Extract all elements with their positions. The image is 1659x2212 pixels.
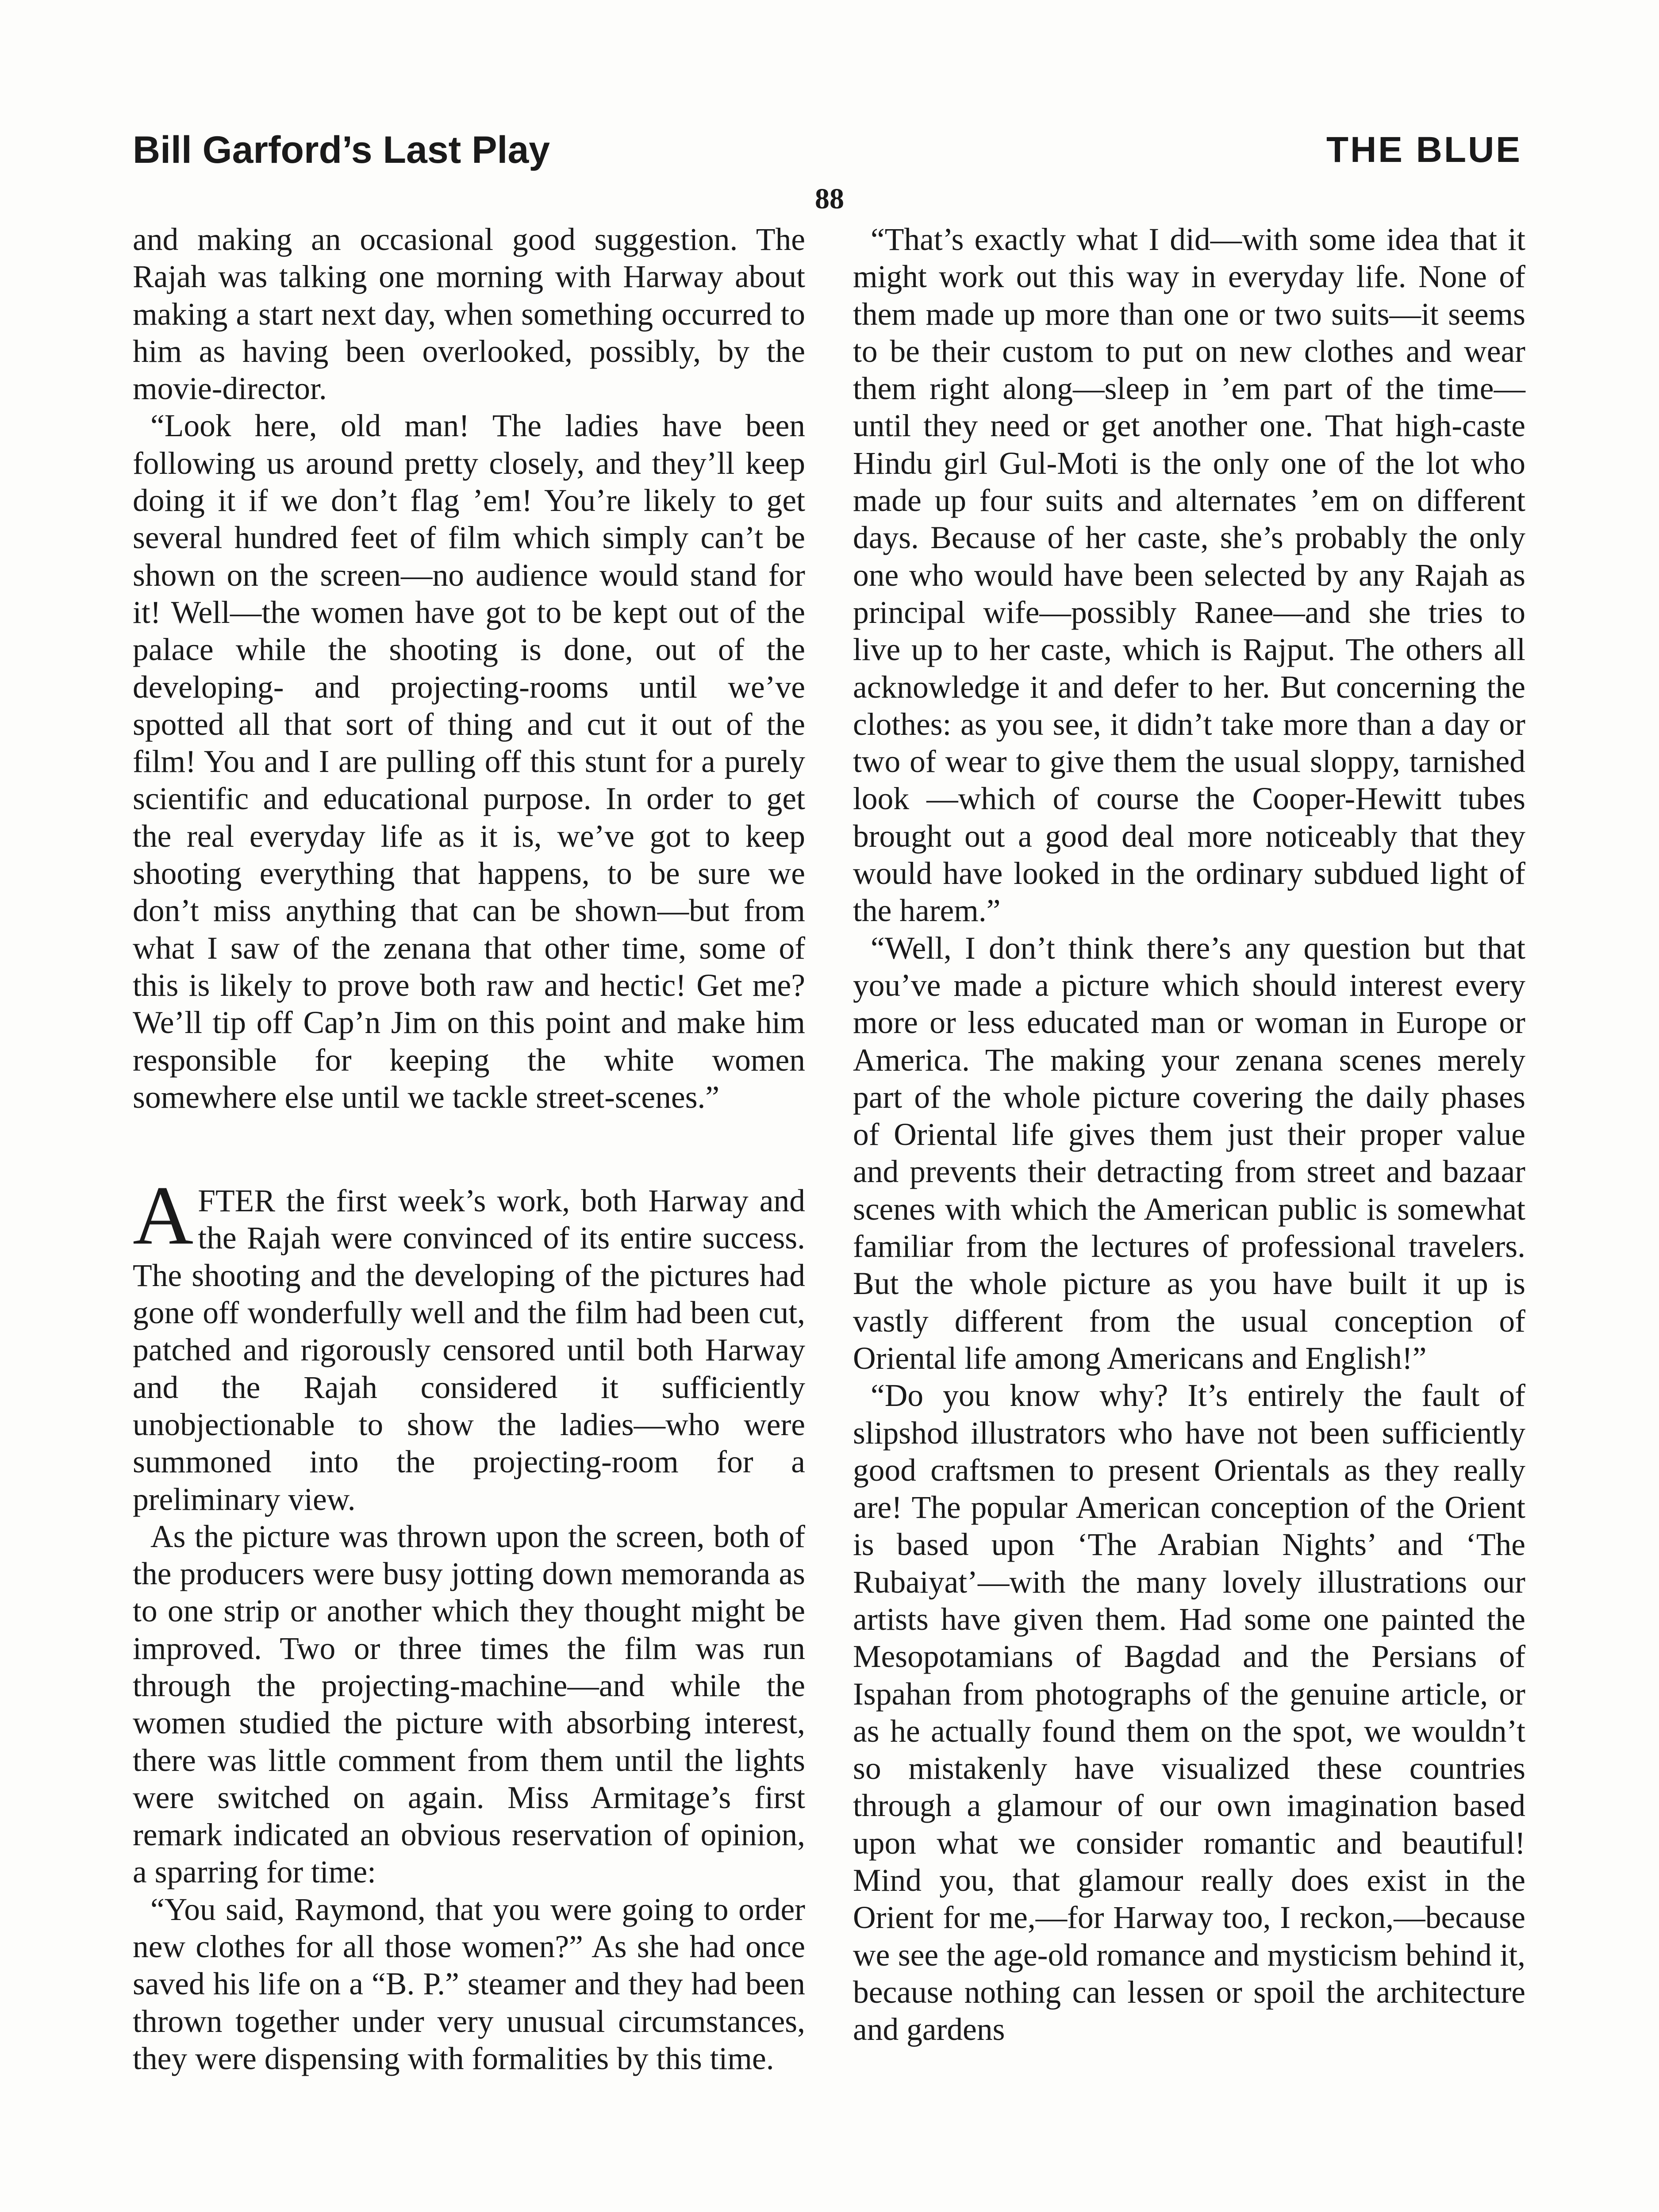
section-break	[133, 1116, 805, 1183]
paragraph: and making an occasional good suggestion. The Rajah was talking one morning with Harway about making a start next day, when something occurred to him as having been overlooked, possibly, by the movie-director.	[133, 222, 805, 407]
paragraph-dropcap	[133, 1169, 805, 1518]
paragraph: “Well, I don’t think there’s any question but that you’ve made a picture which should interest every more or less educated man or woman in Europe or America. The making your zenana scenes merely part of the whole picture covering the daily phases of Oriental life gives them just their proper value and prevents their detracting from street and bazaar scenes with which the American public is somewhat familiar from the lectures of professional travelers. But the whole picture as you have built it up is vastly different from the usual conception of Oriental life among Americans and English!”	[853, 930, 1525, 1376]
paragraph: “You said, Raymond, that you were going to order new clothes for all those women?” As she had once saved his life on a “B. P.” steamer and they had been thrown together under very unusual circumstances, they were dispensing with formalities by this time.	[133, 1892, 805, 2076]
drop-cap: A	[133, 1169, 194, 1263]
paragraph: “Look here, old man! The ladies have been following us around pretty closely, and they’ll keep doing it if we don’t flag ’em! You’re likely to get several hundred feet of film which simply can’t be shown on the screen—no audience would stand for it! Well—the women have got to be kept out of the palace while the shooting is done, out of the developing- and projecting-rooms until we’ve spotted all that sort of thing and cut it out of the film! You and I are pulling off this stunt for a purely scientific and educational purpose. In order to get the real everyday life as it is, we’ve got to keep shooting everything that happens, to be sure we don’t miss anything that can be shown—but from what I saw of the zenana that other time, some of this is likely to prove both raw and hectic! Get me? We’ll tip off Cap’n Jim on this point and make him responsible for keeping the white women somewhere else until we tackle street-scenes.”	[133, 408, 805, 1115]
paragraph-text: FTER the first week’s work, both Harway and the Rajah were convinced of its entire success. The shooting and the developing of the pictures had gone off wonderfully well and the film had been cut, patched and rigorously censored until both Harway and the Rajah considered it sufficiently unobjectionable to show the ladies—who were summoned into the projecting-room for a preliminary view.	[133, 1183, 805, 1517]
magazine-name: THE BLUE	[1326, 130, 1522, 170]
page-number: 88	[815, 183, 844, 215]
paragraph: “That’s exactly what I did—with some idea that it might work out this way in everyday life. None of them made up more than one or two suits—it seems to be their custom to put on new clothes and wear them right along—sleep in ’em part of the time—until they need or get another one. That high-caste Hindu girl Gul-Moti is the only one of the lot who made up four suits and alternates ’em on different days. Because of her caste, she’s probably the only one who would have been selected by any Rajah as principal wife—possibly Ranee—and she tries to live up to her caste, which is Rajput. The others all acknowledge it and defer to her. But concerning the clothes: as you see, it didn’t take more than a day or two of wear to give them the usual sloppy, tarnished look —which of course the Cooper-Hewitt tubes brought out a good deal more noticeably that they would have looked in the ordinary subdued light of the harem.”	[853, 222, 1525, 929]
story-title: Bill Garford’s Last Play	[133, 129, 550, 171]
paragraph: “Do you know why? It’s entirely the fault of slipshod illustrators who have not been sufficiently good craftsmen to present Orientals as they really are! The popular American conception of the Orient is based upon ‘The Arabian Nights’ and ‘The Rubaiyat’—with the many lovely illustrations our artists have given them. Had some one painted the Mesopotamians of Bagdad and the Persians of Ispahan from photographs of the genuine article, or as he actually found them on the spot, we wouldn’t so mistakenly have visualized these countries through a glamour of our own imagination based upon what we consider romantic and beautiful! Mind you, that glamour really does exist in the Orient for me,—for Harway too, I reckon,—because we see the age-old romance and mysticism behind it, because nothing can lessen or spoil the architecture and gardens	[853, 1378, 1525, 2047]
right-column	[853, 221, 1525, 2049]
left-column	[133, 221, 805, 2078]
paragraph: As the picture was thrown upon the screen, both of the producers were busy jotting down memoranda as to one strip or another which they thought might be improved. Two or three times the film was run through the projecting-machine—and while the women studied the picture with absorbing interest, there was little comment from them until the lights were switched on again. Miss Armitage’s first remark indicated an obvious reservation of opinion, a sparring for time:	[133, 1519, 805, 1890]
